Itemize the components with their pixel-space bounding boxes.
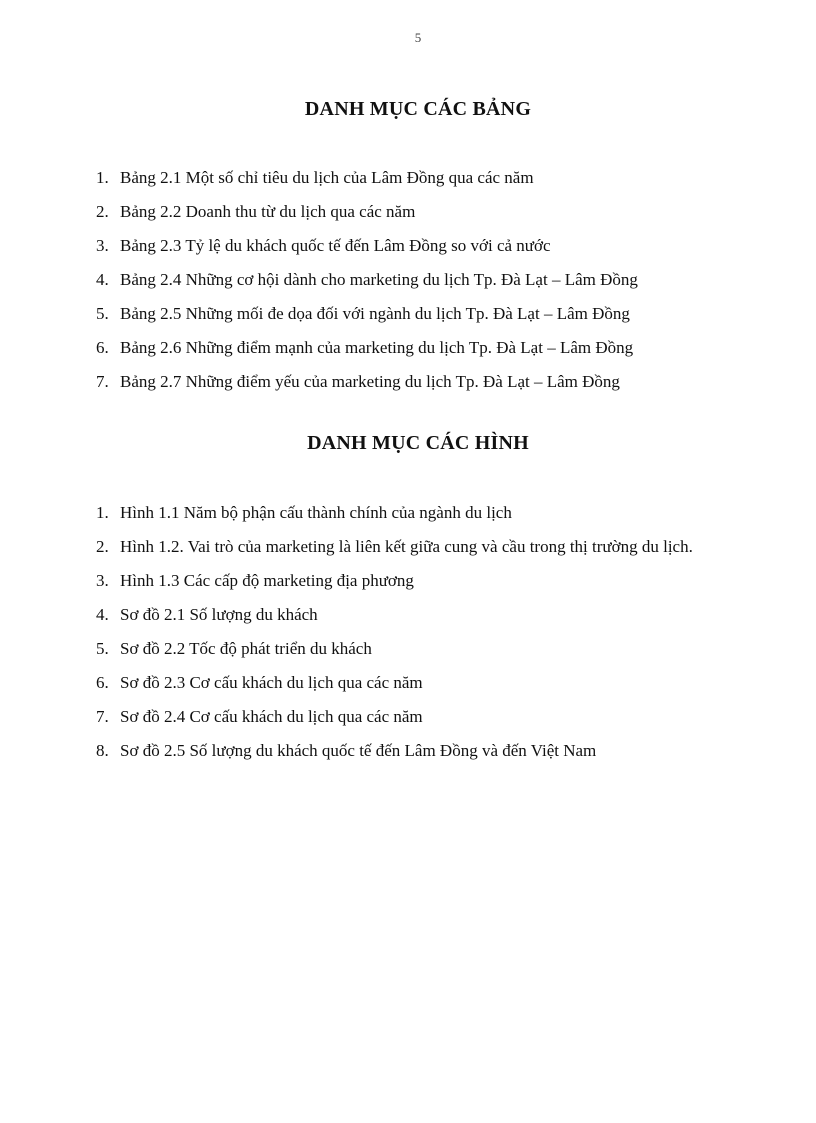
item-text: Sơ đồ 2.4 Cơ cấu khách du lịch qua các năm	[120, 707, 423, 726]
item-number: 2.	[96, 537, 109, 556]
item-text: Bảng 2.6 Những điểm mạnh của marketing du lịch Tp. Đà Lạt – Lâm Đồng	[120, 338, 634, 357]
list-item	[96, 365, 736, 399]
figures-list	[96, 496, 736, 768]
item-number: 4.	[96, 605, 109, 624]
figures-list-title: DANH MỤC CÁC HÌNH	[307, 432, 529, 454]
list-item	[96, 598, 736, 632]
item-number: 7.	[96, 372, 109, 391]
list-item	[96, 331, 736, 365]
item-text: Sơ đồ 2.5 Số lượng du khách quốc tế đến Lâm Đồng và đến Việt Nam	[120, 741, 597, 760]
list-item	[96, 530, 736, 564]
item-text: Sơ đồ 2.3 Cơ cấu khách du lịch qua các năm	[120, 673, 423, 692]
item-number: 6.	[96, 673, 109, 692]
item-text: Bảng 2.4 Những cơ hội dành cho marketing du lịch Tp. Đà Lạt – Lâm Đồng	[120, 270, 638, 289]
list-item	[96, 263, 736, 297]
list-item	[96, 666, 736, 700]
list-item	[96, 700, 736, 734]
list-item	[96, 161, 736, 195]
list-item	[96, 195, 736, 229]
item-text: Hình 1.1 Năm bộ phận cấu thành chính của ngành du lịch	[120, 503, 512, 522]
item-text: Bảng 2.5 Những mối đe dọa đối với ngành du lịch Tp. Đà Lạt – Lâm Đồng	[120, 304, 630, 323]
item-number: 2.	[96, 202, 109, 221]
item-text: Hình 1.3 Các cấp độ marketing địa phương	[120, 571, 414, 590]
list-item	[96, 564, 736, 598]
item-number: 5.	[96, 304, 109, 323]
item-number: 1.	[96, 168, 109, 187]
tables-list-title: DANH MỤC CÁC BẢNG	[304, 98, 532, 120]
item-number: 3.	[96, 571, 109, 590]
list-item	[96, 496, 736, 530]
item-number: 3.	[96, 236, 109, 255]
item-text: Bảng 2.7 Những điểm yếu của marketing du lịch Tp. Đà Lạt – Lâm Đồng	[120, 372, 620, 391]
item-number: 1.	[96, 503, 109, 522]
item-text: Sơ đồ 2.1 Số lượng du khách	[120, 605, 318, 624]
tables-list	[96, 161, 736, 399]
list-item	[96, 297, 736, 331]
item-number: 8.	[96, 741, 109, 760]
list-item	[96, 632, 736, 666]
item-text: Bảng 2.2 Doanh thu từ du lịch qua các năm	[120, 202, 416, 221]
item-text: Hình 1.2. Vai trò của marketing là liên kết giữa cung và cầu trong thị trường du lịch.	[120, 537, 693, 556]
item-text: Bảng 2.3 Tỷ lệ du khách quốc tế đến Lâm Đồng so với cả nước	[120, 236, 551, 255]
list-item	[96, 734, 736, 768]
item-number: 6.	[96, 338, 109, 357]
item-number: 4.	[96, 270, 109, 289]
item-text: Sơ đồ 2.2 Tốc độ phát triển du khách	[120, 639, 372, 658]
page-number: 5	[414, 30, 422, 45]
item-text: Bảng 2.1 Một số chỉ tiêu du lịch của Lâm Đồng qua các năm	[120, 168, 534, 187]
list-item	[96, 229, 736, 263]
item-number: 5.	[96, 639, 109, 658]
item-number: 7.	[96, 707, 109, 726]
